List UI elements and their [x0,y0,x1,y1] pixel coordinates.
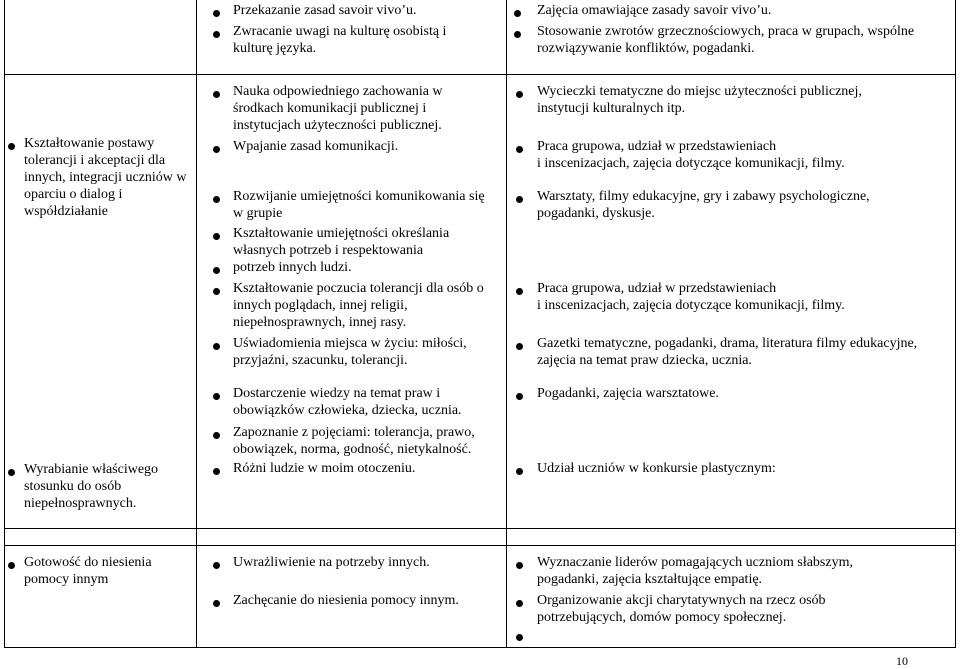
bullet-icon [213,267,220,274]
table-cell-text: tolerancji i akceptacji dla [24,153,166,168]
table-cell-text: obowiązek, norma, godność, nietykalność. [233,442,472,457]
table-cell-text: Przekazanie zasad savoir vivo’u. [233,3,417,18]
table-cell-text: Praca grupowa, udział w przedstawieniach [537,139,777,154]
bullet-icon [8,469,15,476]
table-cell-text: własnych potrzeb i respektowania [233,243,424,258]
table-cell-text: Różni ludzie w moim otoczeniu. [233,461,416,476]
table-cell-text: oparciu o dialog i [24,187,123,202]
table-cell-text: Gazetki tematyczne, pogadanki, drama, literatura filmy edukacyjne, [537,336,918,351]
table-cell-text: Wycieczki tematyczne do miejsc użyteczności publicznej, [537,84,862,99]
table-cell-text: obowiązków człowieka, dziecka, ucznia. [233,403,462,418]
table-cell-text: Zwracanie uwagi na kulturę osobistą i [233,24,447,39]
table-cell-text: w grupie [233,206,283,221]
bullet-icon [213,146,220,153]
table-cell-text: Nauka odpowiedniego zachowania w [233,84,443,99]
table-cell-text: Stosowanie zwrotów grzecznościowych, praca w grupach, wspólne [537,24,915,39]
table-border-col2 [506,0,507,648]
table-cell-text: instytucji kulturalnych itp. [537,101,686,116]
table-cell-text: niepełnosprawnych, innej rasy. [233,315,407,330]
table-row-divider-1 [4,74,956,75]
bullet-icon [213,196,220,203]
table-row-divider-3 [4,545,956,546]
bullet-icon [516,600,523,607]
table-cell-text: Kształtowanie postawy [24,136,155,151]
table-cell-text: potrzeb innych ludzi. [233,260,352,275]
bullet-icon [516,343,523,350]
bullet-icon [213,343,220,350]
table-cell-text: Gotowość do niesienia [24,555,152,570]
table-cell-text: pogadanki, dyskusje. [537,206,655,221]
table-cell-text: i inscenizacjach, zajęcia dotyczące komunikacji, filmy. [537,156,845,171]
table-cell-text: współdziałanie [24,204,108,219]
table-border-right [955,0,956,648]
bullet-icon [213,562,220,569]
table-cell-text: Warsztaty, filmy edukacyjne, gry i zabawy psychologiczne, [537,189,870,204]
bullet-icon [516,562,523,569]
table-cell-text: Rozwijanie umiejętności komunikowania się [233,189,485,204]
table-cell-text: Zajęcia omawiające zasady savoir vivo’u. [537,3,772,18]
table-cell-text: Kształtowanie umiejętności określania [233,226,450,241]
table-cell-text: kulturę języka. [233,41,317,56]
bullet-icon [516,288,523,295]
table-border-left [4,0,5,648]
bullet-icon [213,432,220,439]
table-border-col1 [196,0,197,648]
bullet-icon [213,468,220,475]
bullet-icon [213,393,220,400]
bullet-icon [8,562,15,569]
table-cell-text: Zachęcanie do niesienia pomocy innym. [233,593,459,608]
bullet-icon [516,146,523,153]
bullet-icon [213,91,220,98]
table-cell-text: Wyrabianie właściwego [24,462,159,477]
table-cell-text: pogadanki, zajęcia kształtujące empatię. [537,572,763,587]
bullet-icon [213,31,220,38]
page-number: 10 [896,654,908,668]
bullet-icon [213,233,220,240]
table-cell-text: instytucjach użyteczności publicznej. [233,118,442,133]
table-cell-text: Udział uczniów w konkursie plastycznym: [537,461,776,476]
table-cell-text: innych, integracji uczniów w [24,170,187,185]
bullet-icon [516,91,523,98]
table-cell-text: innych poglądach, innej religii, [233,298,408,313]
table-cell-text: potrzebujących, domów pomocy społecznej. [537,610,787,625]
table-border-bottom [4,647,956,648]
table-cell-text: rozwiązywanie konfliktów, pogadanki. [537,41,755,56]
table-cell-text: Praca grupowa, udział w przedstawieniach [537,281,777,296]
table-cell-text: Dostarczenie wiedzy na temat praw i [233,386,441,401]
table-cell-text: niepełnosprawnych. [24,496,137,511]
bullet-icon [516,468,523,475]
table-cell-text: Uświadomienia miejsca w życiu: miłości, [233,336,467,351]
table-cell-text: przyjaźni, szacunku, tolerancji. [233,353,408,368]
bullet-icon [516,196,523,203]
table-cell-text: Wyznaczanie liderów pomagających uczniom słabszym, [537,555,853,570]
bullet-icon [213,10,220,17]
bullet-icon [514,31,521,38]
bullet-icon [516,634,523,641]
table-cell-text: pomocy innym [24,572,109,587]
table-cell-text: Organizowanie akcji charytatywnych na rzecz osób [537,593,826,608]
table-cell-text: zajęcia na temat praw dziecka, ucznia. [537,353,752,368]
table-cell-text: Zapoznanie z pojęciami: tolerancja, prawo, [233,425,475,440]
bullet-icon [213,600,220,607]
table-cell-text: Wpajanie zasad komunikacji. [233,139,399,154]
table-cell-text: środkach komunikacji publicznej i [233,101,427,116]
bullet-icon [514,10,521,17]
table-cell-text: i inscenizacjach, zajęcia dotyczące komunikacji, filmy. [537,298,845,313]
table-cell-text: Uwrażliwienie na potrzeby innych. [233,555,430,570]
bullet-icon [213,288,220,295]
bullet-icon [516,393,523,400]
bullet-icon [8,143,15,150]
table-row-divider-2 [4,528,956,529]
table-cell-text: Pogadanki, zajęcia warsztatowe. [537,386,719,401]
table-cell-text: Kształtowanie poczucia tolerancji dla osób o [233,281,484,296]
table-cell-text: stosunku do osób [24,479,122,494]
